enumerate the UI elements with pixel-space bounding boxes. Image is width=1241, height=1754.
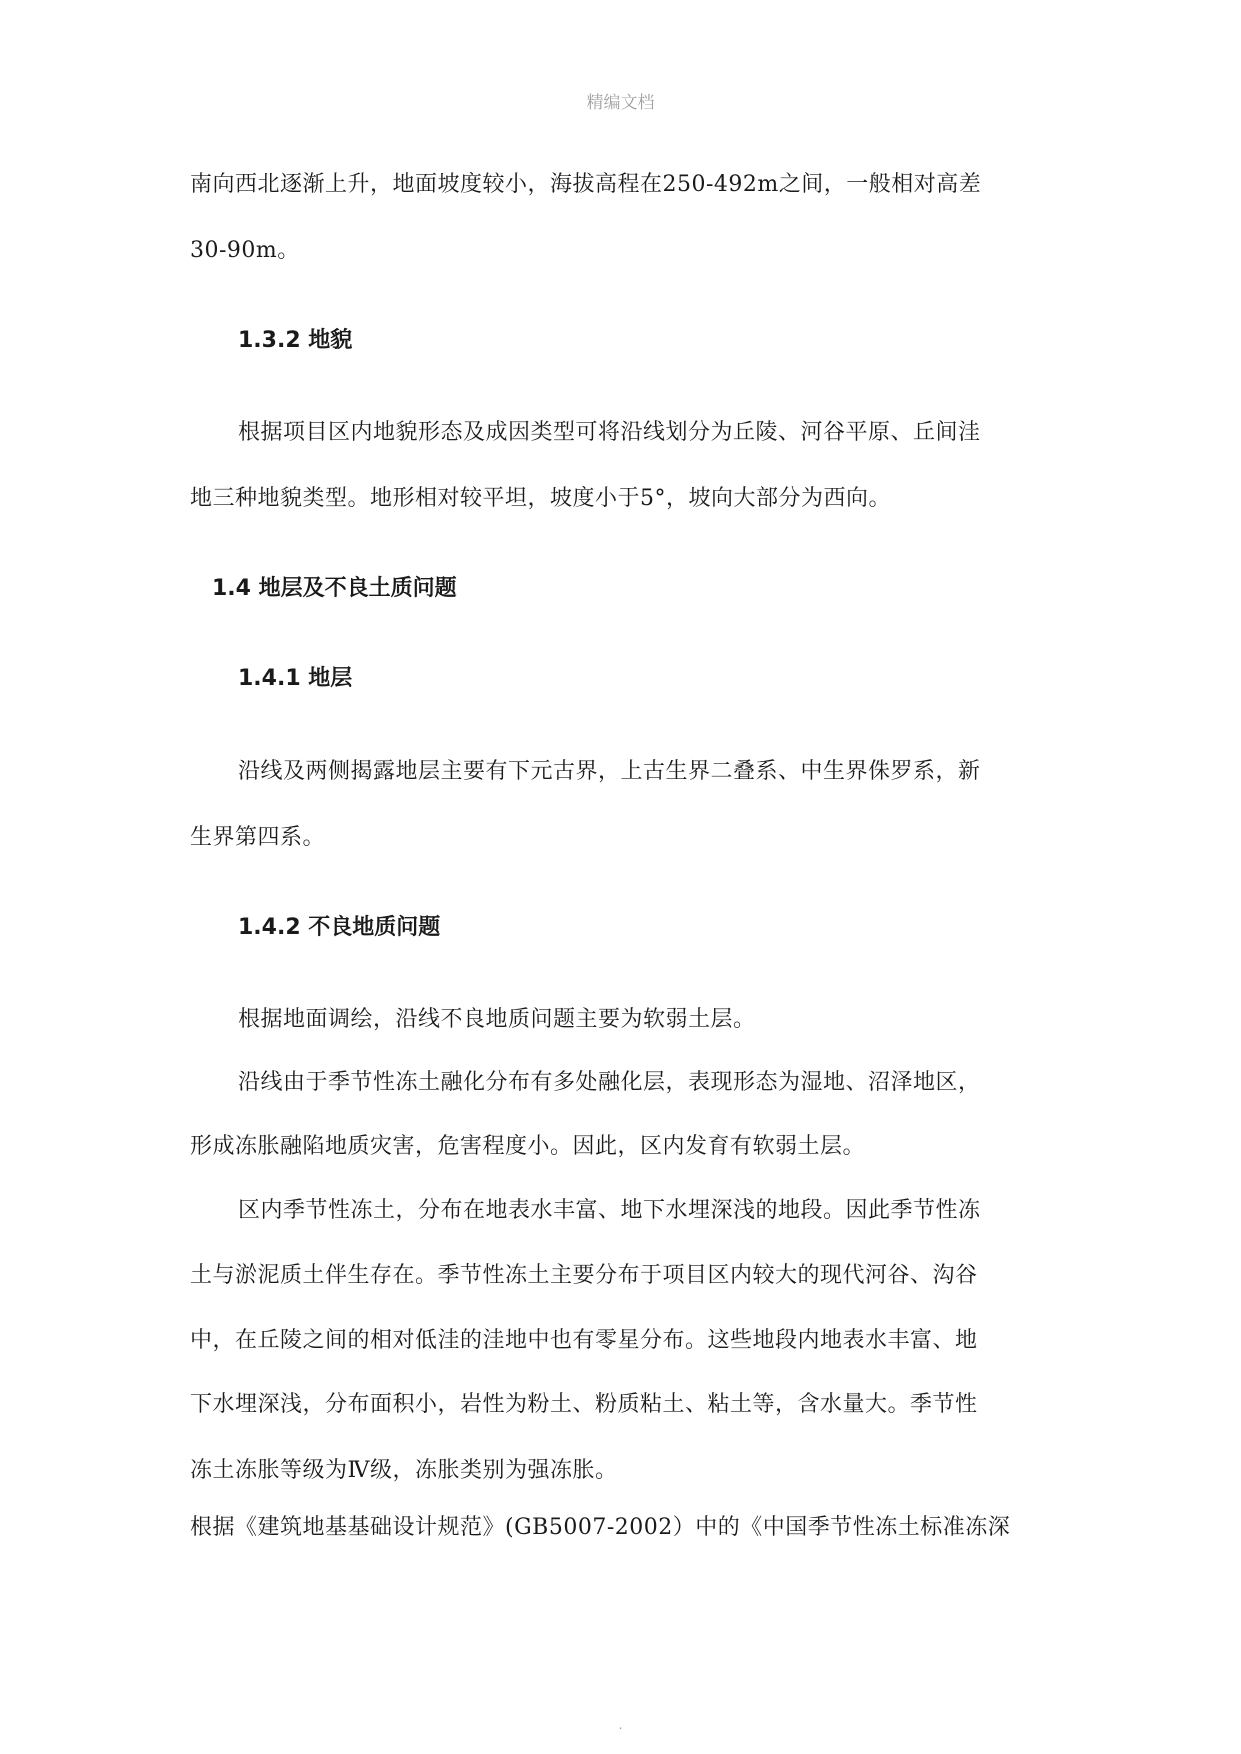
section-heading: 1.4.2 不良地质问题 <box>238 915 441 940</box>
body-line: 形成冻胀融陷地质灾害，危害程度小。因此，区内发育有软弱土层。 <box>190 1134 866 1159</box>
body-line: 南向西北逐渐上升，地面坡度较小，海拔高程在250-492m之间，一般相对高差 <box>190 172 982 197</box>
body-line: 根据项目区内地貌形态及成因类型可将沿线划分为丘陵、河谷平原、丘间洼 <box>238 420 981 445</box>
body-line: 根据《建筑地基基础设计规范》(GB5007-2002）中的《中国季节性冻土标准冻深 <box>190 1515 1011 1540</box>
page-footer: . <box>618 1718 623 1732</box>
body-line: 沿线由于季节性冻土融化分布有多处融化层，表现形态为湿地、沼泽地区， <box>238 1070 981 1095</box>
section-heading: 1.4 地层及不良土质问题 <box>212 576 457 601</box>
body-line: 冻土冻胀等级为Ⅳ级，冻胀类别为强冻胀。 <box>190 1458 618 1483</box>
body-line: 地三种地貌类型。地形相对较平坦，坡度小于5°，坡向大部分为西向。 <box>190 486 891 511</box>
body-line: 生界第四系。 <box>190 825 326 850</box>
body-line: 30-90m。 <box>190 238 300 263</box>
body-line: 沿线及两侧揭露地层主要有下元古界，上古生界二叠系、中生界侏罗系，新 <box>238 759 981 784</box>
body-line: 区内季节性冻土，分布在地表水丰富、地下水埋深浅的地段。因此季节性冻 <box>238 1198 981 1223</box>
page-header: 精编文档 <box>586 93 655 113</box>
body-line: 中，在丘陵之间的相对低洼的洼地中也有零星分布。这些地段内地表水丰富、地 <box>190 1328 978 1353</box>
section-heading: 1.3.2 地貌 <box>238 328 353 353</box>
section-heading: 1.4.1 地层 <box>238 666 353 691</box>
body-line: 土与淤泥质土伴生存在。季节性冻土主要分布于项目区内较大的现代河谷、沟谷 <box>190 1263 978 1288</box>
body-line: 下水埋深浅，分布面积小，岩性为粉土、粉质粘土、粘土等，含水量大。季节性 <box>190 1392 978 1417</box>
body-line: 根据地面调绘，沿线不良地质问题主要为软弱土层。 <box>238 1007 756 1032</box>
